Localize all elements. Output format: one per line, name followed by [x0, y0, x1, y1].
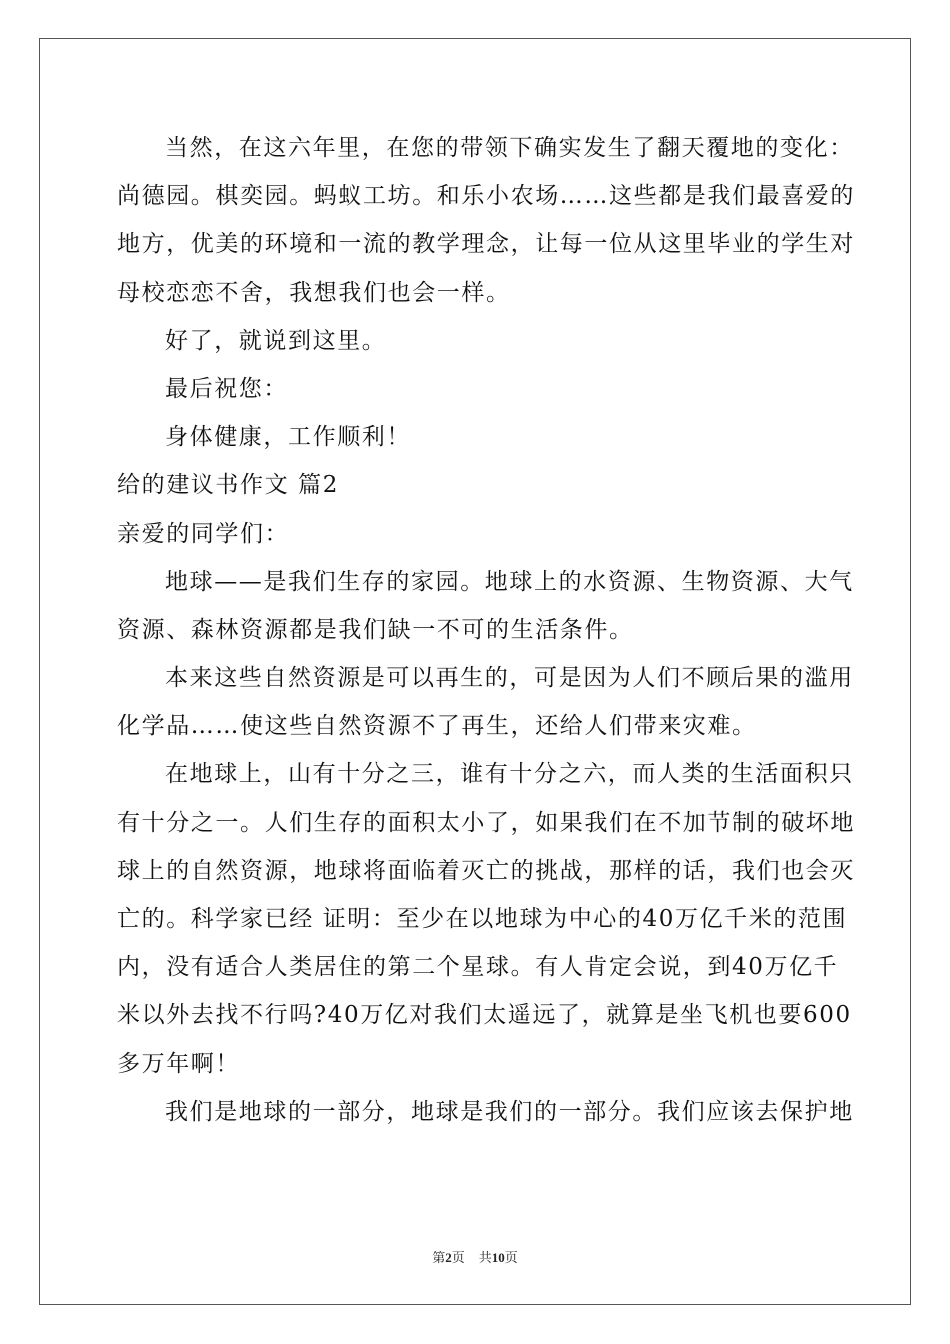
- document-body: [117, 128, 855, 1140]
- paragraph-line: 内，没有适合人类居住的第二个星球。有人肯定会说，到40万亿千: [117, 954, 839, 981]
- paragraph-line: 化学品……使这些自然资源不了再生，还给人们带来灾难。: [117, 713, 757, 740]
- page-suffix: 页: [451, 1250, 465, 1265]
- total-pages-number: 10: [491, 1250, 505, 1265]
- paragraph-line: 好了，就说到这里。: [165, 327, 387, 354]
- paragraph-line: 多万年啊！: [117, 1050, 240, 1077]
- paragraph-line: 本来这些自然资源是可以再生的，可是因为人们不顾后果的滥用: [165, 665, 854, 692]
- page-prefix: 第: [432, 1250, 446, 1265]
- paragraph-line: 地球——是我们生存的家园。地球上的水资源、生物资源、大气: [165, 568, 854, 595]
- paragraph-line: 球上的自然资源，地球将面临着灭亡的挑战，那样的话，我们也会灭: [117, 857, 855, 884]
- paragraph-line: 资源、森林资源都是我们缺一不可的生活条件。: [117, 616, 634, 643]
- paragraph-line: 我们是地球的一部分，地球是我们的一部分。我们应该去保护地: [165, 1098, 854, 1125]
- paragraph-line: 亡的。科学家已经 证明：至少在以地球为中心的40万亿千米的范围: [117, 906, 848, 932]
- paragraph-line: 米以外去找不行吗?40万亿对我们太遥远了，就算是坐飞机也要600: [117, 1002, 852, 1029]
- paragraph-line: 身体健康，工作顺利！: [165, 424, 411, 451]
- paragraph-line: 在地球上，山有十分之三，谁有十分之六，而人类的生活面积只: [165, 761, 854, 788]
- paragraph-line: 母校恋恋不舍，我想我们也会一样。: [117, 279, 511, 306]
- current-page-number: 2: [445, 1250, 452, 1265]
- paragraph-line: 有十分之一。人们生存的面积太小了，如果我们在不加节制的破坏地: [117, 809, 855, 836]
- total-suffix: 页: [504, 1250, 518, 1265]
- page-footer: [0, 1247, 950, 1266]
- paragraph-line: 地方，优美的环境和一流的教学理念，让每一位从这里毕业的学生对: [117, 231, 855, 258]
- section-heading: 给的建议书作文 篇2: [117, 472, 339, 499]
- total-prefix: 共: [478, 1250, 492, 1265]
- paragraph-line: 当然，在这六年里，在您的带领下确实发生了翻天覆地的变化：: [165, 135, 854, 161]
- salutation: 亲爱的同学们：: [117, 520, 290, 547]
- paragraph-line: 最后祝您：: [165, 375, 288, 402]
- paragraph-line: 尚德园。棋奕园。蚂蚁工坊。和乐小农场……这些都是我们最喜爱的: [117, 183, 855, 210]
